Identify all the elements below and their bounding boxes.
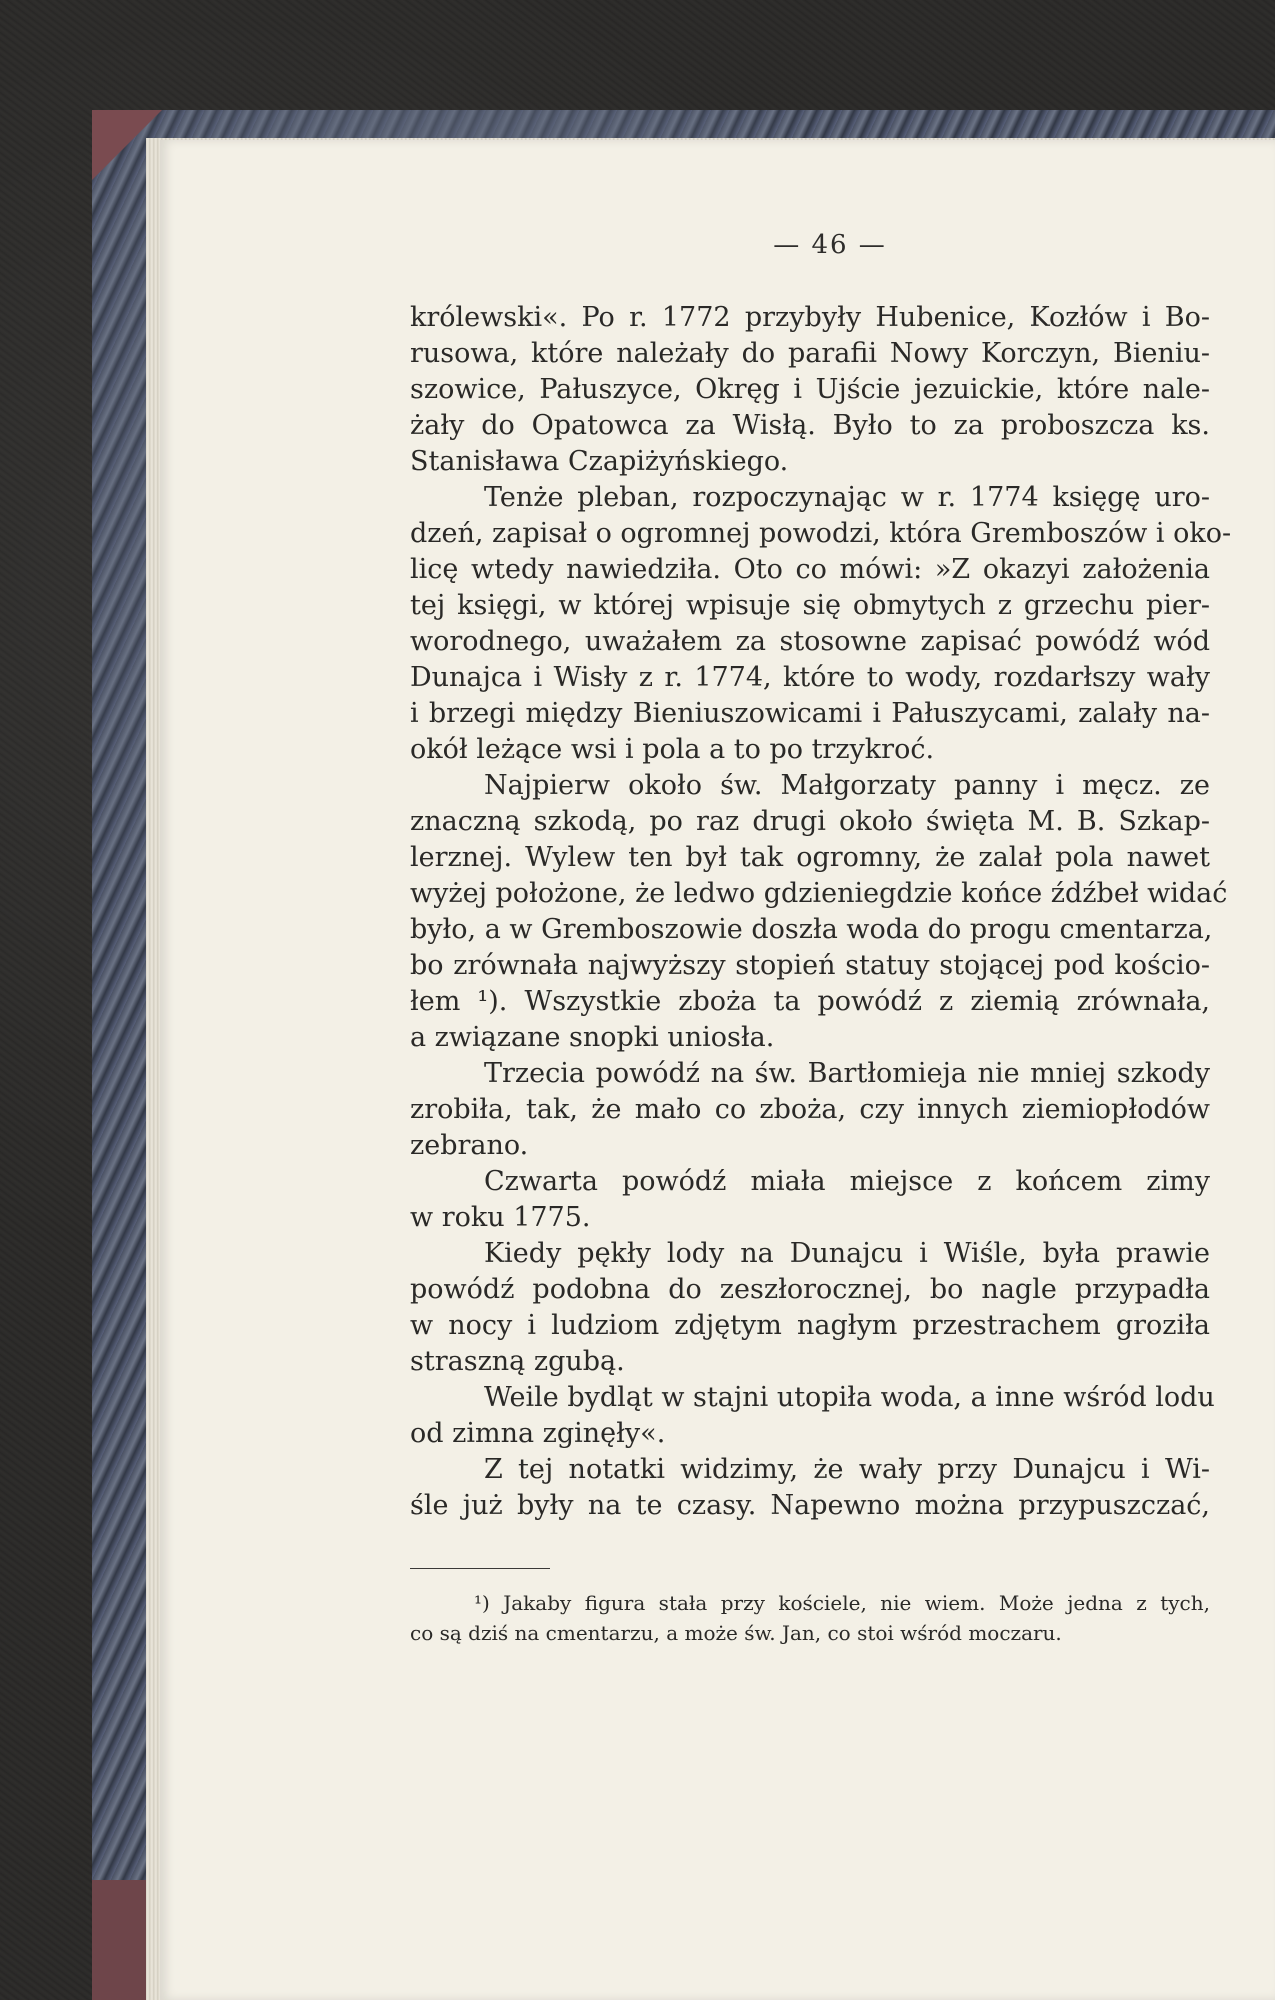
text-line: Czwarta powódź miała miejsce z końcem zimy	[484, 1166, 1210, 1197]
text-line: Stanisława Czapiżyńskiego.	[410, 446, 789, 477]
text-line: Tenże pleban, rozpoczynając w r. 1774 księgę uro-	[484, 482, 1210, 513]
text-line: Kiedy pękły lody na Dunajcu i Wiśle, była prawie	[484, 1238, 1210, 1269]
text-line: okół leżące wsi i pola a to po trzykroć.	[410, 734, 935, 765]
text-line: w nocy i ludziom zdjętym nagłym przestrachem groziła	[410, 1310, 1210, 1341]
text-line: zebrano.	[410, 1130, 529, 1161]
text-line: dzeń, zapisał o ogromnej powodzi, która Gremboszów i oko-	[410, 518, 1232, 549]
text-line: bo zrównała najwyższy stopień statuy stojącej pod kościo-	[410, 950, 1210, 981]
text-line: rusowa, które należały do parafii Nowy Korczyn, Bieniu-	[410, 338, 1210, 369]
text-line: Trzecia powódź na św. Bartłomieja nie mniej szkody	[484, 1058, 1210, 1089]
text-line: zrobiła, tak, że mało co zboża, czy innych ziemiopłodów	[410, 1094, 1210, 1125]
text-line: było, a w Gremboszowie doszła woda do progu cmentarza,	[410, 914, 1213, 945]
text-line: znaczną szkodą, po raz drugi około święta M. B. Szkap-	[410, 806, 1210, 837]
text-line: w roku 1775.	[410, 1202, 591, 1233]
footnote-line: ¹) Jakaby figura stała przy kościele, nie wiem. Może jedna z tych,	[474, 1591, 1210, 1615]
text-line: łem ¹). Wszystkie zboża ta powódź z ziemią zrównała,	[410, 986, 1210, 1017]
text-line: straszną zgubą.	[410, 1346, 625, 1377]
text-line: od zimna zginęły«.	[410, 1418, 666, 1449]
text-line: Z tej notatki widzimy, że wały przy Dunajcu i Wi-	[484, 1454, 1210, 1485]
text-line: wyżej położone, że ledwo gdzieniegdzie końce źdźbeł widać	[410, 878, 1228, 909]
text-line: Dunajca i Wisły z r. 1774, które to wody, rozdarłszy wały	[410, 662, 1210, 693]
text-line: licę wtedy nawiedziła. Oto co mówi: »Z okazyi założenia	[410, 554, 1210, 585]
text-line: powódź podobna do zeszłorocznej, bo nagle przypadła	[410, 1274, 1210, 1305]
text-line: żały do Opatowca za Wisłą. Było to za proboszcza ks.	[410, 410, 1210, 441]
text-line: Najpierw około św. Małgorzaty panny i męcz. ze	[484, 770, 1210, 801]
footnotes	[410, 1588, 1210, 1648]
text-line: a związane snopki uniosła.	[410, 1022, 775, 1053]
text-line: szowice, Pałuszyce, Okręg i Ujście jezuickie, które nale-	[410, 374, 1210, 405]
footnote-line: co są dziś na cmentarzu, a może św. Jan, co stoi wśród moczaru.	[410, 1621, 1062, 1645]
text-line: Weile bydląt w stajni utopiła woda, a inne wśród lodu	[484, 1382, 1215, 1413]
text-line: lerznej. Wylew ten był tak ogromny, że zalał pola nawet	[410, 842, 1210, 873]
text-line: i brzegi między Bieniuszowicami i Pałuszycami, zalały na-	[410, 698, 1210, 729]
page-number: — 46 —	[773, 230, 887, 260]
text-line: worodnego, uważałem za stosowne zapisać powódź wód	[410, 626, 1210, 657]
text-line: królewski«. Po r. 1772 przybyły Hubenice, Kozłów i Bo-	[410, 302, 1210, 333]
footnote-rule	[410, 1568, 550, 1569]
text-line: tej księgi, w której wpisuje się obmytych z grzechu pier-	[410, 590, 1210, 621]
body-text	[410, 300, 1232, 1524]
text-line: śle już były na te czasy. Napewno można przypuszczać,	[410, 1490, 1210, 1521]
